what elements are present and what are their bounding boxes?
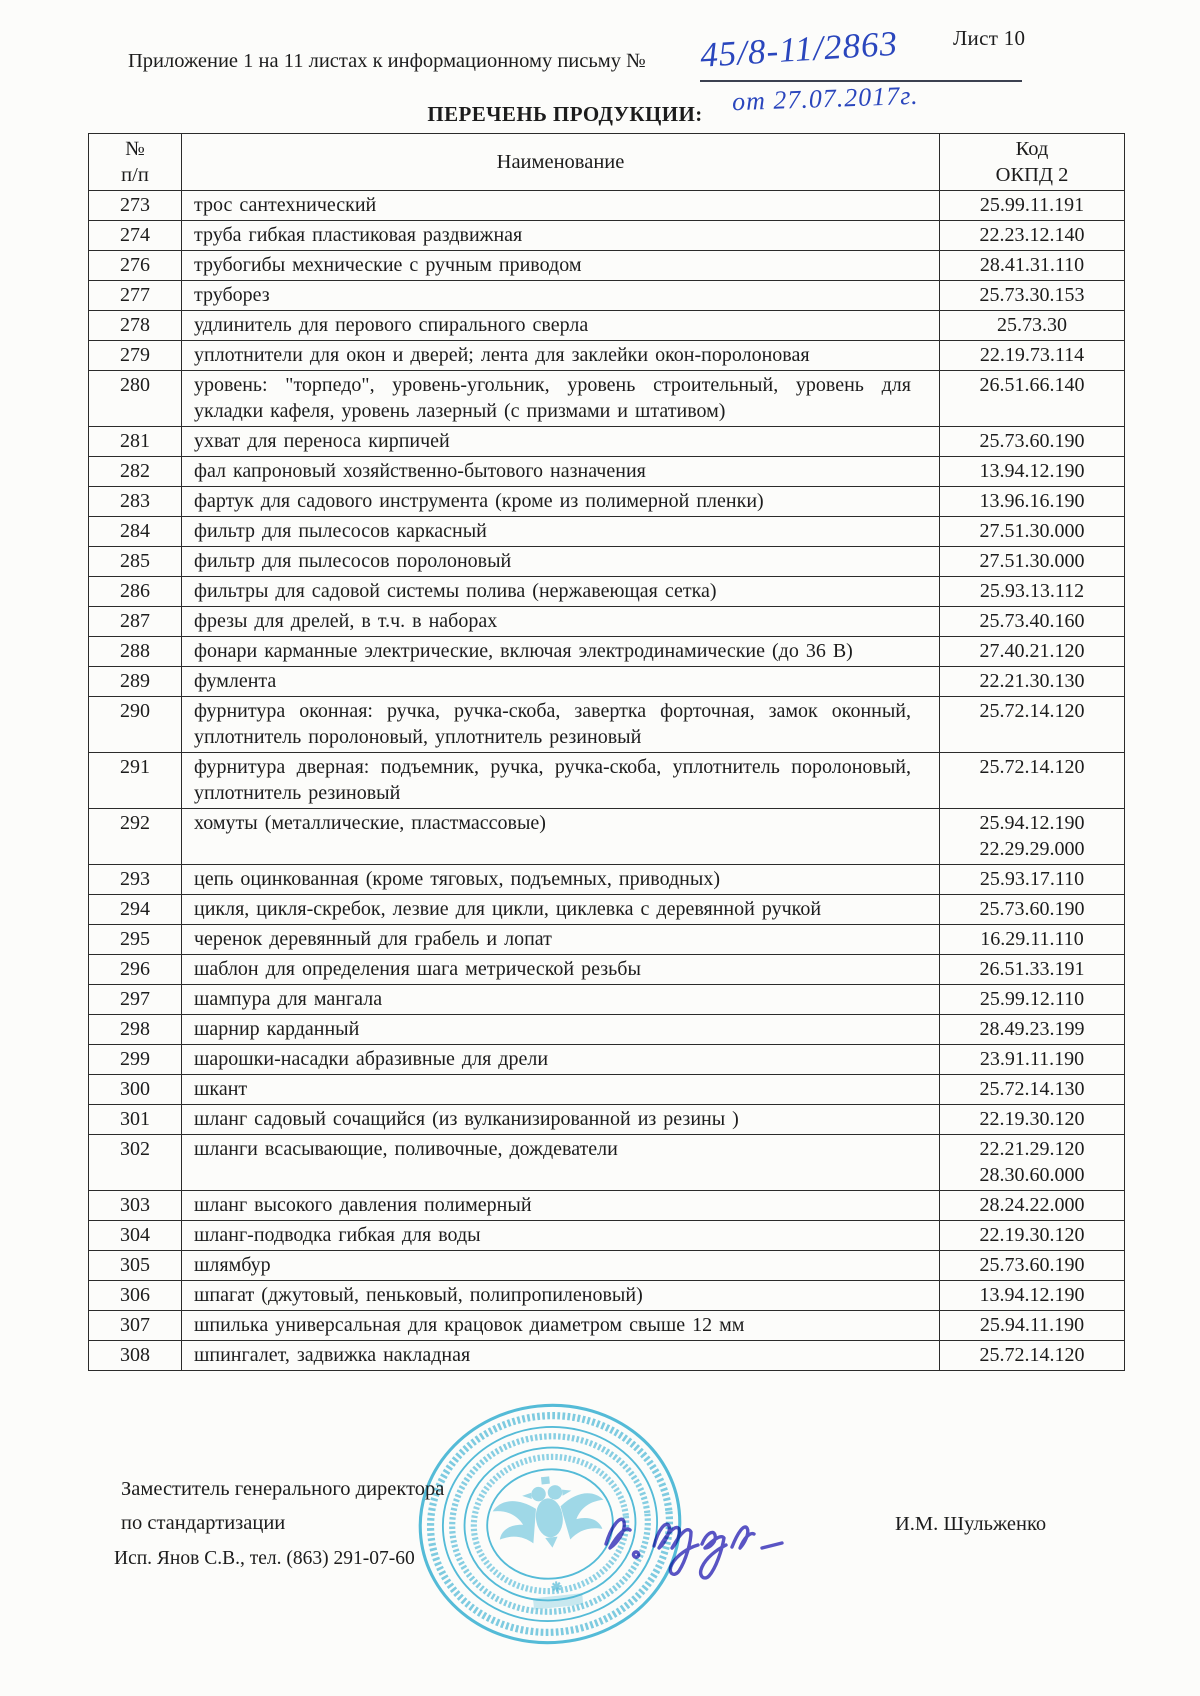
okpd-code-value: 13.94.12.190 [979,460,1085,482]
table-row [89,1221,1125,1251]
executor-line: Исп. Янов С.В., тел. (863) 291-07-60 [114,1548,415,1569]
row-number: 294 [89,895,182,925]
okpd-code-value: 13.94.12.190 [979,1284,1085,1306]
row-product-name: шпагат (джутовый, пеньковый, полипропиленовый) [182,1281,940,1311]
okpd-code-value: 28.49.23.199 [979,1018,1085,1040]
table-row [89,1015,1125,1045]
row-number: 298 [89,1015,182,1045]
okpd-code-value: 28.24.22.000 [979,1194,1085,1216]
row-okpd-code [940,667,1125,697]
row-product-name: фартук для садового инструмента (кроме из полимерной пленки) [182,487,940,517]
row-product-name: шпингалет, задвижка накладная [182,1341,940,1371]
row-okpd-code [940,1045,1125,1075]
handwritten-letter-number: 45/8-11/2863 [699,23,900,75]
table-row [89,517,1125,547]
table-row [89,753,1125,809]
okpd-code-value: 25.99.11.191 [979,194,1085,216]
row-okpd-code [940,753,1125,809]
header-name: Наименование [182,134,940,191]
row-okpd-code [940,547,1125,577]
row-number: 274 [89,221,182,251]
table-row [89,311,1125,341]
row-number: 287 [89,607,182,637]
okpd-code-value: 25.72.14.130 [979,1078,1085,1100]
row-number: 292 [89,809,182,865]
row-number: 280 [89,371,182,427]
row-okpd-code [940,221,1125,251]
row-product-name: хомуты (металлические, пластмассовые) [182,809,940,865]
row-number: 288 [89,637,182,667]
row-product-name: фумлента [182,667,940,697]
table-header-row [89,134,1125,191]
table-row [89,985,1125,1015]
okpd-code-value: 13.96.16.190 [979,490,1085,512]
table-row [89,667,1125,697]
row-number: 306 [89,1281,182,1311]
row-okpd-code [940,925,1125,955]
row-okpd-code [940,607,1125,637]
table-row [89,697,1125,753]
row-okpd-code [940,487,1125,517]
table-row [89,281,1125,311]
row-okpd-code [940,985,1125,1015]
row-okpd-code [940,577,1125,607]
okpd-code-value: 22.19.73.114 [979,344,1085,366]
row-product-name: уровень: "торпедо", уровень-угольник, уровень строительный, уровень для укладки кафеля, уровень лазерный (с призмами и штативом) [182,371,940,427]
row-product-name: цепь оцинкованная (кроме тяговых, подъемных, приводных) [182,865,940,895]
okpd-code-value: 25.72.14.120 [979,700,1085,722]
row-number: 290 [89,697,182,753]
okpd-code-value: 22.29.29.000 [979,838,1085,860]
header-code-line1: Код [1015,138,1049,160]
table-row [89,1105,1125,1135]
row-product-name: черенок деревянный для грабель и лопат [182,925,940,955]
okpd-code-value: 25.94.11.190 [979,1314,1085,1336]
table-row [89,1135,1125,1191]
okpd-code-value: 26.51.33.191 [979,958,1085,980]
okpd-code-value: 25.99.12.110 [979,988,1085,1010]
handwritten-date: от 27.07.2017г. [731,80,920,117]
row-okpd-code [940,809,1125,865]
signer-name: И.М. Шульженко [895,1513,1047,1535]
okpd-code-value: 22.19.30.120 [979,1224,1085,1246]
row-number: 305 [89,1251,182,1281]
table-row [89,1341,1125,1371]
row-product-name: шаблон для определения шага метрической резьбы [182,955,940,985]
row-product-name: фурнитура оконная: ручка, ручка-скоба, завертка форточная, замок оконный, уплотнитель поролоновый, уплотнитель резиновый [182,697,940,753]
product-table [88,133,1124,1371]
table-row [89,1075,1125,1105]
okpd-code-value: 27.51.30.000 [979,550,1085,572]
table-row [89,1191,1125,1221]
header-num-line1: № [125,138,145,160]
row-okpd-code [940,281,1125,311]
row-number: 307 [89,1311,182,1341]
row-okpd-code [940,427,1125,457]
row-product-name: шланг-подводка гибкая для воды [182,1221,940,1251]
row-okpd-code [940,1135,1125,1191]
header-code-line2: ОКПД 2 [995,164,1069,186]
row-okpd-code [940,457,1125,487]
row-number: 283 [89,487,182,517]
appendix-line: Приложение 1 на 11 листах к информационному письму № [128,50,646,72]
table-row [89,809,1125,865]
page-title: ПЕРЕЧЕНЬ ПРОДУКЦИИ: [427,102,703,126]
row-okpd-code [940,341,1125,371]
row-okpd-code [940,191,1125,221]
table-row [89,607,1125,637]
row-product-name: фрезы для дрелей, в т.ч. в наборах [182,607,940,637]
row-okpd-code [940,1191,1125,1221]
row-okpd-code [940,371,1125,427]
okpd-code-value: 22.21.30.130 [979,670,1085,692]
row-okpd-code [940,865,1125,895]
okpd-code-value: 16.29.11.110 [980,928,1084,950]
row-product-name: шпилька универсальная для крацовок диаметром свыше 12 мм [182,1311,940,1341]
product-table-body [89,191,1125,1371]
row-product-name: удлинитель для перового спирального сверла [182,311,940,341]
row-okpd-code [940,955,1125,985]
row-number: 277 [89,281,182,311]
table-row [89,865,1125,895]
table-row [89,637,1125,667]
row-product-name: шампура для мангала [182,985,940,1015]
letter-number-underline [700,80,1022,82]
row-number: 278 [89,311,182,341]
row-number: 301 [89,1105,182,1135]
okpd-code-value: 25.73.40.160 [979,610,1085,632]
row-product-name: шланги всасывающие, поливочные, дождеватели [182,1135,940,1191]
table-row [89,427,1125,457]
table-row [89,221,1125,251]
signer-position-line1: Заместитель генерального директора [121,1478,445,1500]
table-row [89,1311,1125,1341]
row-okpd-code [940,1075,1125,1105]
okpd-code-value: 25.73.60.190 [979,898,1085,920]
row-number: 291 [89,753,182,809]
row-number: 299 [89,1045,182,1075]
row-product-name: шланг садовый сочащийся (из вулканизированной из резины ) [182,1105,940,1135]
double-eagle-icon [490,1471,608,1553]
okpd-code-value: 25.73.30.153 [979,284,1085,306]
okpd-code-value: 26.51.66.140 [979,374,1085,396]
okpd-code-value: 22.21.29.120 [979,1138,1085,1160]
okpd-code-value: 25.94.12.190 [979,812,1085,834]
row-number: 308 [89,1341,182,1371]
row-product-name: труба гибкая пластиковая раздвижная [182,221,940,251]
row-okpd-code [940,1341,1125,1371]
okpd-code-value: 25.73.60.190 [979,1254,1085,1276]
row-product-name: шарнир карданный [182,1015,940,1045]
header-num-line2: п/п [121,164,149,186]
okpd-code-value: 22.23.12.140 [979,224,1085,246]
row-product-name: шланг высокого давления полимерный [182,1191,940,1221]
row-product-name: труборез [182,281,940,311]
okpd-code-value: 25.72.14.120 [979,756,1085,778]
row-product-name: фильтр для пылесосов каркасный [182,517,940,547]
row-number: 289 [89,667,182,697]
row-number: 304 [89,1221,182,1251]
okpd-code-value: 28.30.60.000 [979,1164,1085,1186]
row-okpd-code [940,1221,1125,1251]
row-product-name: фал капроновый хозяйственно-бытового назначения [182,457,940,487]
row-number: 303 [89,1191,182,1221]
okpd-code-value: 25.73.60.190 [979,430,1085,452]
table-row [89,1281,1125,1311]
row-product-name: фильтр для пылесосов поролоновый [182,547,940,577]
okpd-code-value: 25.93.13.112 [979,580,1085,602]
row-number: 293 [89,865,182,895]
row-okpd-code [940,1251,1125,1281]
okpd-code-value: 22.19.30.120 [979,1108,1085,1130]
header-code [940,134,1125,191]
signer-position-line2: по стандартизации [121,1512,286,1534]
row-number: 286 [89,577,182,607]
okpd-code-value: 27.40.21.120 [979,640,1085,662]
row-product-name: шарошки-насадки абразивные для дрели [182,1045,940,1075]
table-row [89,955,1125,985]
row-product-name: фурнитура дверная: подъемник, ручка, ручка-скоба, уплотнитель поролоновый, уплотнитель резиновый [182,753,940,809]
row-number: 281 [89,427,182,457]
table-row [89,251,1125,281]
row-okpd-code [940,637,1125,667]
row-number: 273 [89,191,182,221]
okpd-code-value: 27.51.30.000 [979,520,1085,542]
row-number: 300 [89,1075,182,1105]
table-row [89,1251,1125,1281]
row-okpd-code [940,311,1125,341]
okpd-code-value: 23.91.11.190 [979,1048,1085,1070]
okpd-code-value: 28.41.31.110 [979,254,1085,276]
row-number: 296 [89,955,182,985]
okpd-code-value: 25.72.14.120 [979,1344,1085,1366]
row-okpd-code [940,251,1125,281]
row-okpd-code [940,895,1125,925]
table-row [89,341,1125,371]
row-product-name: шкант [182,1075,940,1105]
row-number: 295 [89,925,182,955]
row-product-name: трубогибы мехнические с ручным приводом [182,251,940,281]
row-number: 297 [89,985,182,1015]
table-row [89,371,1125,427]
row-product-name: уплотнители для окон и дверей; лента для заклейки окон-поролоновая [182,341,940,371]
row-product-name: фонари карманные электрические, включая электродинамические (до 36 В) [182,637,940,667]
row-okpd-code [940,697,1125,753]
signer-position [121,1472,444,1540]
table-row [89,457,1125,487]
table-row [89,487,1125,517]
okpd-code-value: 25.93.17.110 [979,868,1085,890]
signature-ink [592,1492,802,1592]
row-okpd-code [940,1105,1125,1135]
table-row [89,191,1125,221]
table-row [89,1045,1125,1075]
row-okpd-code [940,1311,1125,1341]
table-row [89,925,1125,955]
row-number: 276 [89,251,182,281]
row-okpd-code [940,1015,1125,1045]
row-number: 282 [89,457,182,487]
okpd-code-value: 25.73.30 [997,314,1067,336]
row-number: 279 [89,341,182,371]
table-row [89,895,1125,925]
row-product-name: ухват для переноса кирпичей [182,427,940,457]
row-product-name: цикля, цикля-скребок, лезвие для цикли, циклевка с деревянной ручкой [182,895,940,925]
table-row [89,577,1125,607]
row-product-name: трос сантехнический [182,191,940,221]
row-okpd-code [940,1281,1125,1311]
row-okpd-code [940,517,1125,547]
row-product-name: шлямбур [182,1251,940,1281]
sheet-number: Лист 10 [953,26,1026,50]
row-number: 302 [89,1135,182,1191]
row-product-name: фильтры для садовой системы полива (нержавеющая сетка) [182,577,940,607]
row-number: 285 [89,547,182,577]
header-num [89,134,182,191]
row-number: 284 [89,517,182,547]
table-row [89,547,1125,577]
